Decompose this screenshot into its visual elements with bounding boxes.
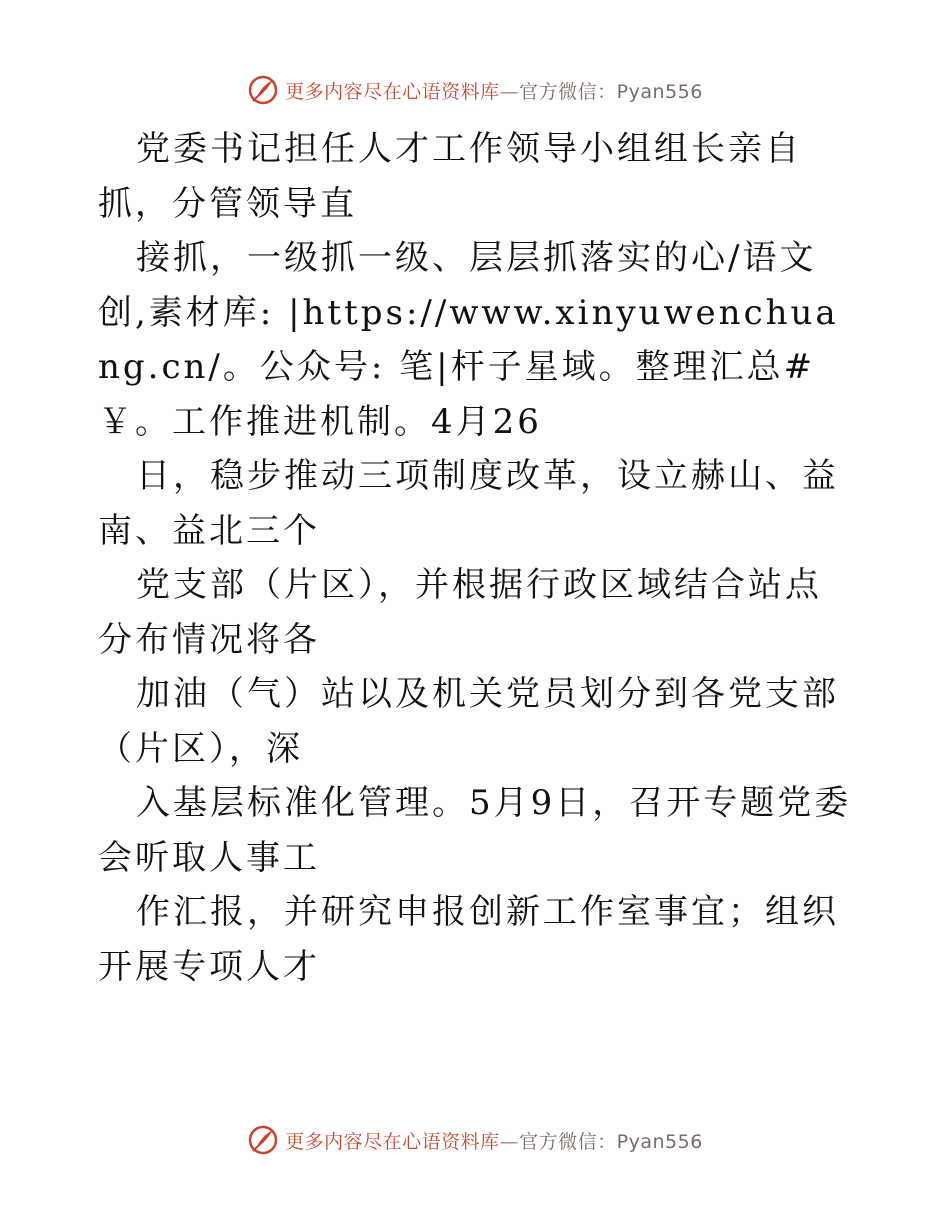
watermark-header: [0, 70, 950, 110]
paragraph: 入基层标准化管理。5月9日，召开专题党委会听取人事工: [98, 783, 852, 878]
paragraph: 日，稳步推动三项制度改革，设立赫山、益南、益北三个: [98, 456, 839, 551]
watermark-footer: [0, 1120, 950, 1160]
watermark-text: 更多内容尽在心语资料库—官方微信：Pyan556: [285, 80, 703, 103]
paragraph: 接抓，一级抓一级、层层抓落实的心/语文创,素材库: |https://www.xinyuwenchuang.cn/。公众号: 笔|杆子星域。整理汇总#￥。工作推进机制。4月26: [98, 238, 839, 442]
watermark-text: 更多内容尽在心语资料库—官方微信：Pyan556: [285, 1130, 703, 1153]
feather-pen-logo-icon: [247, 74, 279, 106]
feather-pen-logo-icon: [247, 1124, 279, 1156]
paragraph: 加油（气）站以及机关党员划分到各党支部（片区），深: [98, 674, 839, 769]
paragraph: 党委书记担任人才工作领导小组组长亲自抓，分管领导直: [98, 129, 802, 224]
paragraph: 作汇报，并研究申报创新工作室事宜；组织开展专项人才: [98, 892, 839, 987]
document-body: [98, 122, 858, 994]
paragraph: 党支部（片区），并根据行政区域结合站点分布情况将各: [98, 565, 822, 660]
